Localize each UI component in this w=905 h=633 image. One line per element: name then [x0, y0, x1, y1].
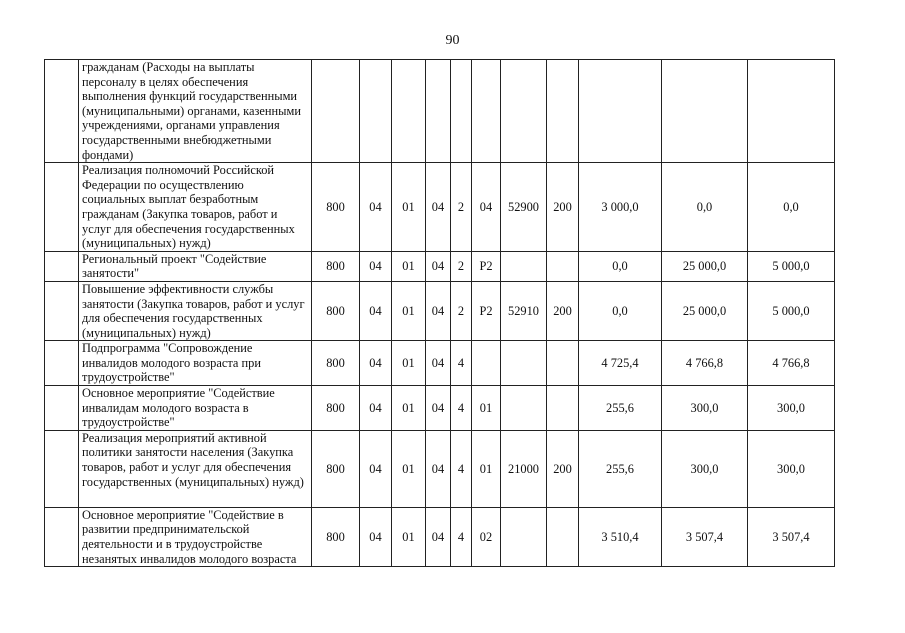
- cell-program-code: 04: [426, 163, 451, 252]
- cell-section-code: 04: [360, 251, 392, 281]
- cell-amount-year-1: 0,0: [579, 251, 662, 281]
- budget-table: [44, 59, 835, 567]
- cell-ministry-code: 800: [312, 163, 360, 252]
- cell-amount-year-1: 255,6: [579, 430, 662, 507]
- cell-section-code: [360, 60, 392, 163]
- cell-direction-code: 52910: [501, 281, 547, 340]
- table-row: [45, 281, 835, 340]
- cell-subprogram-code: 2: [451, 251, 472, 281]
- cell-amount-year-3: 0,0: [748, 163, 835, 252]
- cell-event-code: 01: [472, 430, 501, 507]
- cell-row-number: [45, 163, 79, 252]
- cell-row-number: [45, 430, 79, 507]
- cell-amount-year-3: [748, 60, 835, 163]
- cell-ministry-code: 800: [312, 507, 360, 566]
- cell-direction-code: [501, 60, 547, 163]
- cell-section-code: 04: [360, 430, 392, 507]
- cell-subprogram-code: 4: [451, 386, 472, 431]
- cell-row-number: [45, 341, 79, 386]
- cell-ministry-code: 800: [312, 251, 360, 281]
- cell-event-code: 01: [472, 386, 501, 431]
- cell-row-number: [45, 60, 79, 163]
- cell-subsection-code: 01: [392, 163, 426, 252]
- cell-item-name: Реализация мероприятий активной политики занятости населения (Закупка товаров, работ и услуг для обеспечения государственных (муниципальных) нужд): [79, 430, 312, 507]
- cell-ministry-code: 800: [312, 430, 360, 507]
- cell-amount-year-1: [579, 60, 662, 163]
- cell-direction-code: [501, 507, 547, 566]
- cell-program-code: 04: [426, 507, 451, 566]
- cell-amount-year-3: 300,0: [748, 386, 835, 431]
- cell-section-code: 04: [360, 386, 392, 431]
- cell-subsection-code: 01: [392, 251, 426, 281]
- cell-amount-year-2: 4 766,8: [662, 341, 748, 386]
- table-row: [45, 507, 835, 566]
- cell-subprogram-code: 4: [451, 341, 472, 386]
- cell-subsection-code: [392, 60, 426, 163]
- cell-row-number: [45, 507, 79, 566]
- cell-direction-code: [501, 386, 547, 431]
- cell-event-code: Р2: [472, 251, 501, 281]
- table-row: [45, 430, 835, 507]
- cell-subsection-code: 01: [392, 507, 426, 566]
- table-row: [45, 163, 835, 252]
- cell-program-code: [426, 60, 451, 163]
- cell-program-code: 04: [426, 430, 451, 507]
- cell-ministry-code: 800: [312, 281, 360, 340]
- cell-expense-type-code: [547, 60, 579, 163]
- table-body: [45, 60, 835, 567]
- cell-subsection-code: 01: [392, 386, 426, 431]
- cell-program-code: 04: [426, 341, 451, 386]
- cell-ministry-code: 800: [312, 386, 360, 431]
- cell-amount-year-3: 300,0: [748, 430, 835, 507]
- cell-amount-year-2: 25 000,0: [662, 281, 748, 340]
- table-row: [45, 60, 835, 163]
- cell-amount-year-2: 0,0: [662, 163, 748, 252]
- cell-subprogram-code: 4: [451, 430, 472, 507]
- cell-program-code: 04: [426, 281, 451, 340]
- cell-row-number: [45, 386, 79, 431]
- cell-item-name: Реализация полномочий Российской Федерации по осуществлению социальных выплат безработным гражданам (Закупка товаров, работ и услуг для обеспечения государственных (муниципальных) нужд): [79, 163, 312, 252]
- cell-amount-year-1: 0,0: [579, 281, 662, 340]
- cell-event-code: [472, 341, 501, 386]
- cell-amount-year-3: 5 000,0: [748, 281, 835, 340]
- cell-item-name: Основное мероприятие "Содействие инвалидам молодого возраста в трудоустройстве": [79, 386, 312, 431]
- cell-direction-code: [501, 251, 547, 281]
- cell-event-code: 04: [472, 163, 501, 252]
- cell-program-code: 04: [426, 251, 451, 281]
- cell-expense-type-code: 200: [547, 281, 579, 340]
- table-row: [45, 341, 835, 386]
- cell-expense-type-code: [547, 386, 579, 431]
- cell-amount-year-3: 4 766,8: [748, 341, 835, 386]
- cell-subsection-code: 01: [392, 281, 426, 340]
- cell-amount-year-2: 300,0: [662, 430, 748, 507]
- cell-expense-type-code: [547, 507, 579, 566]
- cell-amount-year-2: 25 000,0: [662, 251, 748, 281]
- cell-subprogram-code: 2: [451, 281, 472, 340]
- cell-ministry-code: 800: [312, 341, 360, 386]
- cell-event-code: [472, 60, 501, 163]
- cell-row-number: [45, 251, 79, 281]
- cell-item-name: Основное мероприятие "Содействие в развитии предпринимательской деятельности и в трудоустройстве незанятых инвалидов молодого возраста: [79, 507, 312, 566]
- cell-event-code: 02: [472, 507, 501, 566]
- cell-direction-code: 21000: [501, 430, 547, 507]
- cell-amount-year-1: 4 725,4: [579, 341, 662, 386]
- cell-item-name: гражданам (Расходы на выплаты персоналу в целях обеспечения выполнения функций государственными (муниципальными) органами, казенными учреждениями, органами управления государственными внебюджетными фондами): [79, 60, 312, 163]
- cell-section-code: 04: [360, 281, 392, 340]
- cell-direction-code: 52900: [501, 163, 547, 252]
- cell-expense-type-code: [547, 251, 579, 281]
- cell-expense-type-code: [547, 341, 579, 386]
- cell-amount-year-2: 3 507,4: [662, 507, 748, 566]
- cell-amount-year-3: 5 000,0: [748, 251, 835, 281]
- cell-amount-year-2: [662, 60, 748, 163]
- cell-section-code: 04: [360, 507, 392, 566]
- cell-item-name: Повышение эффективности службы занятости (Закупка товаров, работ и услуг для обеспечения государственных (муниципальных) нужд): [79, 281, 312, 340]
- cell-direction-code: [501, 341, 547, 386]
- cell-expense-type-code: 200: [547, 163, 579, 252]
- cell-subsection-code: 01: [392, 430, 426, 507]
- cell-item-name: Подпрограмма "Сопровождение инвалидов молодого возраста при трудоустройстве": [79, 341, 312, 386]
- cell-amount-year-1: 3 000,0: [579, 163, 662, 252]
- cell-amount-year-1: 255,6: [579, 386, 662, 431]
- cell-row-number: [45, 281, 79, 340]
- cell-subprogram-code: [451, 60, 472, 163]
- cell-event-code: Р2: [472, 281, 501, 340]
- cell-section-code: 04: [360, 163, 392, 252]
- cell-amount-year-3: 3 507,4: [748, 507, 835, 566]
- cell-subsection-code: 01: [392, 341, 426, 386]
- cell-section-code: 04: [360, 341, 392, 386]
- table-row: [45, 251, 835, 281]
- cell-item-name: Региональный проект "Содействие занятости": [79, 251, 312, 281]
- page-number: 90: [445, 33, 460, 48]
- cell-expense-type-code: 200: [547, 430, 579, 507]
- cell-program-code: 04: [426, 386, 451, 431]
- cell-ministry-code: [312, 60, 360, 163]
- cell-amount-year-1: 3 510,4: [579, 507, 662, 566]
- cell-amount-year-2: 300,0: [662, 386, 748, 431]
- cell-subprogram-code: 4: [451, 507, 472, 566]
- table-row: [45, 386, 835, 431]
- cell-subprogram-code: 2: [451, 163, 472, 252]
